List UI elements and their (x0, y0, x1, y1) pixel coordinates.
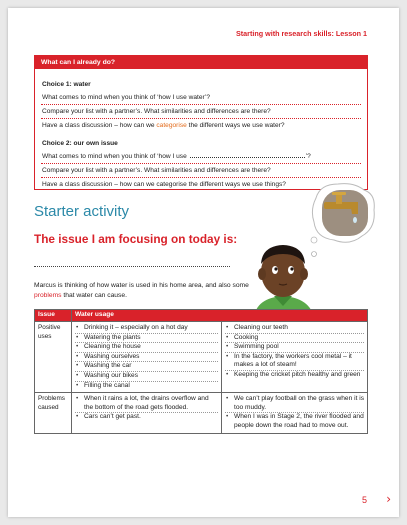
answer-line[interactable] (34, 266, 230, 267)
list-item: • Drinking it – especially on a hot day (75, 324, 218, 333)
list-item: • When I was in Stage 2, the river flooded and people down the road had to move out. (225, 412, 364, 430)
row-issue-label: Problems caused (35, 393, 72, 433)
textbook-page (8, 8, 399, 517)
list-item: • Cooking (225, 333, 364, 343)
list-item: • In the factory, the workers cool metal – it makes a lot of steam! (225, 352, 364, 370)
divider (41, 118, 361, 119)
list-item: • Washing our bikes (75, 371, 218, 381)
fill-in-blank (190, 153, 305, 158)
list-item: • Washing ourselves (75, 352, 218, 362)
choice2-line: Have a class discussion – how can we categorise the different ways we use things? (42, 181, 286, 188)
water-tap-illustration (310, 180, 378, 250)
choice2-heading: Choice 2: our own issue (42, 140, 118, 147)
list-item: • When it rains a lot, the drains overflow and the bottom of the road gets flooded. (75, 395, 218, 412)
list-item: • Cars can’t get past. (75, 412, 218, 422)
list-item: • Watering the plants (75, 333, 218, 343)
lesson-header: Starting with research skills: Lesson 1 (235, 29, 367, 38)
table-header-row (35, 310, 368, 322)
list-item: • Filling the canal (75, 381, 218, 391)
marcus-illustration (248, 240, 318, 318)
list-item: • We can’t play football on the grass when it is too muddy. (225, 395, 364, 412)
choice1-heading: Choice 1: water (42, 81, 91, 88)
list-item: • Cleaning the house (75, 342, 218, 352)
list-item: • Swimming pool (225, 342, 364, 352)
starter-activity-title: Starter activity (34, 203, 130, 220)
divider (41, 104, 361, 105)
list-item: • Washing the car (75, 361, 218, 371)
list-item: • Keeping the cricket pitch healthy and green (225, 370, 364, 380)
marcus-paragraph: Marcus is thinking of how water is used in his home area, and also some problems that water can cause. (34, 282, 249, 299)
what-can-i-do-box (34, 55, 368, 190)
issue-column-header: Issue (35, 310, 72, 322)
choice1-line: Have a class discussion – how can we categorise the different ways we use water? (42, 122, 285, 129)
list-item: • Cleaning our teeth (225, 324, 364, 333)
choice1-line: What comes to mind when you think of ‘how I use water’? (42, 94, 211, 101)
table-row (35, 393, 368, 433)
choice2-line: What comes to mind when you think of ‘how I use ’? (42, 153, 311, 160)
divider (41, 177, 361, 178)
water-usage-column-header: Water usage (72, 310, 368, 322)
usage-cell (72, 393, 222, 433)
next-page-chevron-icon[interactable]: › (386, 492, 391, 506)
categorise-keyword[interactable]: categorise (156, 122, 187, 129)
problems-keyword[interactable]: problems (34, 292, 62, 299)
focus-question: The issue I am focusing on today is: (34, 232, 238, 246)
page-number: 5 (361, 495, 367, 505)
usage-cell (72, 322, 222, 393)
choice1-line: Compare your list with a partner’s. What similarities and differences are there? (42, 108, 271, 115)
box-title: What can I already do? (35, 56, 367, 69)
row-issue-label: Positive uses (35, 322, 72, 393)
usage-cell (222, 393, 368, 433)
table-row (35, 322, 368, 393)
water-usage-table (34, 309, 368, 434)
usage-cell (222, 322, 368, 393)
divider (41, 163, 361, 164)
choice2-line: Compare your list with a partner’s. What similarities and differences are there? (42, 167, 271, 174)
